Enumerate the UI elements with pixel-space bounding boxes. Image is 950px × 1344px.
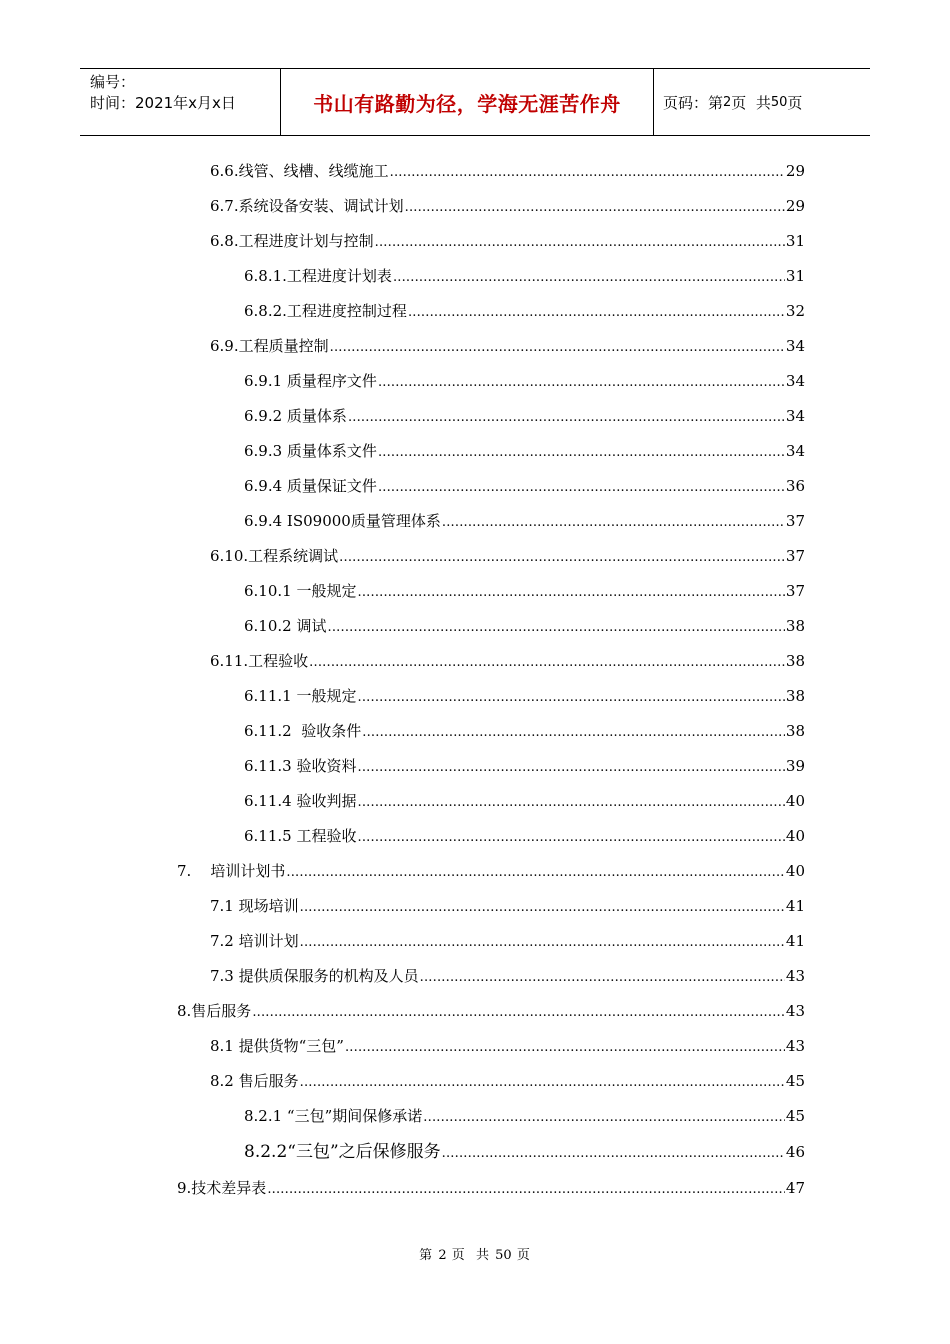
toc-entry-label: 6.11.4 验收判据 xyxy=(244,792,357,810)
toc-entry-page: 38 xyxy=(785,722,805,740)
page-header xyxy=(80,68,870,136)
toc-leader xyxy=(375,229,785,253)
toc-entry[interactable] xyxy=(177,1176,805,1200)
toc-entry[interactable] xyxy=(210,229,805,253)
header-page-info xyxy=(654,69,870,135)
toc-leader xyxy=(300,894,785,918)
footer-total-pages: 50 xyxy=(495,1248,512,1263)
toc-entry-page: 31 xyxy=(785,232,805,250)
toc-entry[interactable] xyxy=(244,1104,805,1128)
toc-entry-label: 6.9.4 质量保证文件 xyxy=(244,477,377,495)
toc-entry-label: 6.8.2.工程进度控制过程 xyxy=(244,302,407,320)
toc-entry[interactable] xyxy=(210,334,805,358)
toc-entry-page: 29 xyxy=(785,197,805,215)
toc-entry-page: 36 xyxy=(785,477,805,495)
toc-leader xyxy=(348,404,785,428)
toc-entry-label: 6.10.2 调试 xyxy=(244,617,327,635)
toc-entry[interactable] xyxy=(210,544,805,568)
toc-leader xyxy=(442,509,785,533)
toc-entry-label: 6.11.1 一般规定 xyxy=(244,687,357,705)
toc-entry[interactable] xyxy=(244,369,805,393)
toc-entry-page: 37 xyxy=(785,512,805,530)
toc-entry[interactable] xyxy=(244,299,805,323)
header-page-total: 50 xyxy=(770,94,788,110)
toc-leader xyxy=(309,649,785,673)
toc-entry-label: 8.1 提供货物“三包” xyxy=(210,1037,344,1055)
toc-entry-page: 39 xyxy=(785,757,805,775)
toc-entry-page: 29 xyxy=(785,162,805,180)
toc-entry-page: 46 xyxy=(785,1143,805,1161)
toc-entry[interactable] xyxy=(210,929,805,953)
toc-leader xyxy=(300,929,785,953)
toc-leader xyxy=(330,334,785,358)
page-footer xyxy=(0,1244,950,1263)
toc-entry[interactable] xyxy=(210,1034,805,1058)
toc-entry-label: 6.11.2 验收条件 xyxy=(244,722,362,740)
toc-entry[interactable] xyxy=(244,579,805,603)
toc-entry[interactable] xyxy=(244,754,805,778)
toc-entry[interactable] xyxy=(210,194,805,218)
toc-entry[interactable] xyxy=(244,614,805,638)
toc-leader xyxy=(408,299,785,323)
toc-entry-label: 6.10.1 一般规定 xyxy=(244,582,357,600)
footer-mid: 页 共 xyxy=(451,1248,490,1263)
toc-entry-label: 8.2.1 “三包”期间保修承诺 xyxy=(244,1107,423,1125)
toc-leader xyxy=(357,684,784,708)
toc-leader xyxy=(345,1034,785,1058)
toc-leader xyxy=(378,474,785,498)
toc-entry-label: 6.9.工程质量控制 xyxy=(210,337,329,355)
toc-leader xyxy=(378,369,785,393)
toc-entry[interactable] xyxy=(244,719,805,743)
time-label: 时间：2021年x月x日 xyxy=(90,94,236,112)
header-page-prefix: 页码：第 xyxy=(663,93,724,112)
toc-entry-page: 41 xyxy=(785,897,805,915)
toc-entry-label: 7.2 培训计划 xyxy=(210,932,299,950)
toc-entry[interactable] xyxy=(244,684,805,708)
toc-leader xyxy=(357,579,784,603)
toc-entry-label: 6.11.5 工程验收 xyxy=(244,827,357,845)
toc-entry-page: 47 xyxy=(785,1179,805,1197)
toc-leader xyxy=(378,439,785,463)
toc-entry-label: 7.3 提供质保服务的机构及人员 xyxy=(210,967,419,985)
toc-entry[interactable] xyxy=(210,964,805,988)
toc-entry-page: 40 xyxy=(785,792,805,810)
toc-entry-page: 43 xyxy=(785,1002,805,1020)
toc-entry-page: 40 xyxy=(785,827,805,845)
toc-entry-page: 37 xyxy=(785,547,805,565)
toc-entry-label: 7. 培训计划书 xyxy=(177,862,286,880)
toc-leader xyxy=(423,1104,785,1128)
toc-entry[interactable] xyxy=(210,894,805,918)
toc-entry[interactable] xyxy=(244,509,805,533)
toc-entry-page: 43 xyxy=(785,1037,805,1055)
toc-entry-page: 31 xyxy=(785,267,805,285)
toc-entry-page: 40 xyxy=(785,862,805,880)
toc-entry-label: 6.8.1.工程进度计划表 xyxy=(244,267,392,285)
toc-entry-page: 37 xyxy=(785,582,805,600)
toc-entry[interactable] xyxy=(210,649,805,673)
serial-number-label: 编号： xyxy=(90,73,136,91)
toc-leader xyxy=(390,159,785,183)
toc-entry-label: 6.11.工程验收 xyxy=(210,652,309,670)
toc-entry-label: 6.6.线管、线槽、线缆施工 xyxy=(210,162,389,180)
toc-entry-label: 6.11.3 验收资料 xyxy=(244,757,357,775)
toc-leader xyxy=(339,544,785,568)
toc-entry-label: 8.2.2“三包”之后保修服务 xyxy=(244,1142,441,1162)
toc-entry[interactable] xyxy=(210,159,805,183)
toc-entry[interactable] xyxy=(210,1069,805,1093)
header-page-current: 2 xyxy=(723,94,732,110)
toc-leader xyxy=(420,964,785,988)
footer-suffix: 页 xyxy=(516,1248,531,1263)
toc-entry-page: 34 xyxy=(785,372,805,390)
toc-entry-page: 34 xyxy=(785,407,805,425)
toc-entry-label: 7.1 现场培训 xyxy=(210,897,299,915)
toc-leader xyxy=(362,719,785,743)
toc-leader xyxy=(327,614,784,638)
toc-leader xyxy=(357,789,784,813)
toc-entry-label: 9.技术差异表 xyxy=(177,1179,267,1197)
toc-entry[interactable] xyxy=(244,789,805,813)
toc-entry[interactable] xyxy=(177,999,805,1023)
toc-entry-page: 41 xyxy=(785,932,805,950)
toc-leader xyxy=(357,754,784,778)
toc-entry-page: 45 xyxy=(785,1072,805,1090)
toc-leader xyxy=(405,194,785,218)
footer-current-page: 2 xyxy=(438,1248,447,1263)
toc-entry-label: 6.8.工程进度计划与控制 xyxy=(210,232,374,250)
toc-entry[interactable] xyxy=(244,824,805,848)
toc-leader xyxy=(442,1140,785,1164)
footer-prefix: 第 xyxy=(419,1248,434,1263)
toc-entry[interactable] xyxy=(244,439,805,463)
toc-entry-label: 6.10.工程系统调试 xyxy=(210,547,339,565)
toc-entry-label: 6.9.1 质量程序文件 xyxy=(244,372,377,390)
toc-entry[interactable] xyxy=(177,859,805,883)
toc-leader xyxy=(393,264,785,288)
toc-entry-page: 38 xyxy=(785,652,805,670)
toc-entry-label: 6.7.系统设备安装、调试计划 xyxy=(210,197,404,215)
toc-leader xyxy=(252,999,785,1023)
toc-leader xyxy=(286,859,785,883)
toc-entry[interactable] xyxy=(244,404,805,428)
header-page-suffix: 页 xyxy=(787,93,803,112)
toc-entry-page: 38 xyxy=(785,617,805,635)
toc-entry-page: 43 xyxy=(785,967,805,985)
toc-entry-label: 8.2 售后服务 xyxy=(210,1072,299,1090)
toc-leader xyxy=(357,824,784,848)
toc-entry[interactable] xyxy=(244,264,805,288)
header-motto: 书山有路勤为径，学海无涯苦作舟 xyxy=(281,69,654,135)
toc-leader xyxy=(267,1176,785,1200)
toc-entry[interactable] xyxy=(244,1140,805,1164)
toc-leader xyxy=(300,1069,785,1093)
header-info-cell xyxy=(80,69,281,135)
toc-entry-label: 6.9.4 IS09000质量管理体系 xyxy=(244,512,441,530)
toc-entry-page: 34 xyxy=(785,337,805,355)
toc-entry[interactable] xyxy=(244,474,805,498)
toc-entry-page: 32 xyxy=(785,302,805,320)
toc-entry-label: 6.9.2 质量体系 xyxy=(244,407,347,425)
toc-entry-label: 8.售后服务 xyxy=(177,1002,252,1020)
header-page-mid: 页 共 xyxy=(731,93,771,112)
toc-entry-page: 45 xyxy=(785,1107,805,1125)
toc-entry-page: 38 xyxy=(785,687,805,705)
toc-entry-label: 6.9.3 质量体系文件 xyxy=(244,442,377,460)
toc-entry-page: 34 xyxy=(785,442,805,460)
